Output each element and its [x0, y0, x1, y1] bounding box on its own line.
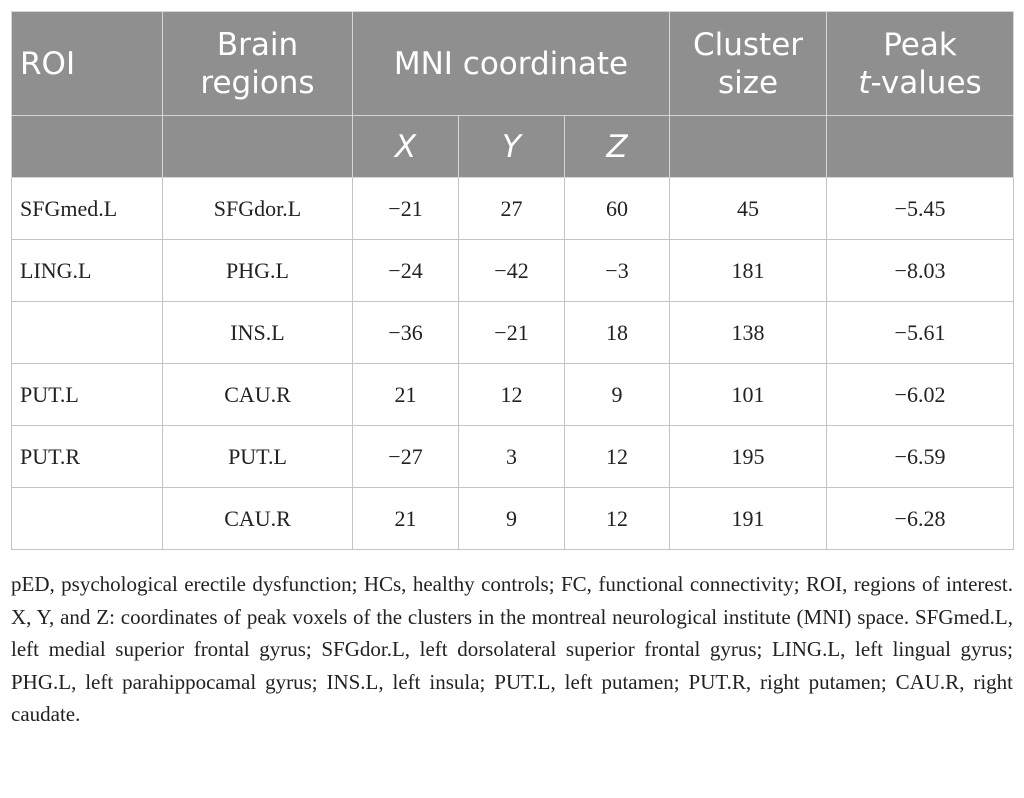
- header-cluster-size: Cluster size: [670, 12, 827, 116]
- cell-y: −21: [459, 302, 565, 364]
- header-mni-coordinate: MNI coordinate: [353, 12, 670, 116]
- table-footnote: pED, psychological erectile dysfunction; HCs, healthy controls; FC, functional connectivity; ROI, regions of interest. X, Y, and Z: coordinates of peak voxels of the clusters in the montreal neurological institute (MNI) space. SFGmed.L, left medial superior frontal gyrus; SFGdor.L, left dorsolateral superior frontal gyrus; LING.L, left lingual gyrus; PHG.L, left parahippocamal gyrus; INS.L, left insula; PUT.L, left putamen; PUT.R, right putamen; CAU.R, right caudate.: [11, 572, 1013, 726]
- cell-region: PUT.L: [163, 426, 353, 488]
- table-row: [12, 178, 1014, 240]
- cell-roi: PUT.L: [12, 364, 163, 426]
- cell-y: 3: [459, 426, 565, 488]
- header-y: Y: [459, 116, 565, 178]
- cell-peak-t: −6.59: [827, 426, 1014, 488]
- header-empty-roi: [12, 116, 163, 178]
- header-row-1: [12, 12, 1014, 116]
- cell-region: INS.L: [163, 302, 353, 364]
- table-row: [12, 364, 1014, 426]
- header-empty-size: [670, 116, 827, 178]
- cell-y: 12: [459, 364, 565, 426]
- cell-z: 18: [565, 302, 670, 364]
- cell-roi: PUT.R: [12, 426, 163, 488]
- header-roi: ROI: [12, 12, 163, 116]
- results-table: [11, 11, 1014, 550]
- cell-cluster-size: 138: [670, 302, 827, 364]
- cell-z: 60: [565, 178, 670, 240]
- cell-x: −27: [353, 426, 459, 488]
- cell-z: 9: [565, 364, 670, 426]
- cell-z: −3: [565, 240, 670, 302]
- cell-roi: SFGmed.L: [12, 178, 163, 240]
- cell-x: 21: [353, 364, 459, 426]
- table-row: [12, 488, 1014, 550]
- table-row: [12, 302, 1014, 364]
- header-peak-rest: -values: [870, 64, 982, 101]
- cell-region: SFGdor.L: [163, 178, 353, 240]
- cell-roi: [12, 488, 163, 550]
- cell-peak-t: −6.02: [827, 364, 1014, 426]
- table-body: [12, 178, 1014, 550]
- cell-peak-t: −5.61: [827, 302, 1014, 364]
- header-brain-regions: Brain regions: [163, 12, 353, 116]
- results-table-container: [11, 11, 1013, 550]
- header-peak-prefix: Peak: [883, 26, 957, 63]
- cell-z: 12: [565, 488, 670, 550]
- cell-x: 21: [353, 488, 459, 550]
- header-peak-t: t: [858, 64, 871, 101]
- header-x: X: [353, 116, 459, 178]
- cell-x: −21: [353, 178, 459, 240]
- cell-x: −24: [353, 240, 459, 302]
- cell-region: CAU.R: [163, 364, 353, 426]
- header-row-2: [12, 116, 1014, 178]
- cell-region: CAU.R: [163, 488, 353, 550]
- cell-cluster-size: 45: [670, 178, 827, 240]
- header-peak-t-values: [827, 12, 1014, 116]
- cell-cluster-size: 191: [670, 488, 827, 550]
- table-row: [12, 426, 1014, 488]
- cell-cluster-size: 195: [670, 426, 827, 488]
- header-empty-peak: [827, 116, 1014, 178]
- cell-peak-t: −6.28: [827, 488, 1014, 550]
- cell-cluster-size: 181: [670, 240, 827, 302]
- header-z: Z: [565, 116, 670, 178]
- cell-y: 9: [459, 488, 565, 550]
- cell-y: 27: [459, 178, 565, 240]
- cell-roi: LING.L: [12, 240, 163, 302]
- cell-z: 12: [565, 426, 670, 488]
- cell-region: PHG.L: [163, 240, 353, 302]
- cell-cluster-size: 101: [670, 364, 827, 426]
- cell-peak-t: −8.03: [827, 240, 1014, 302]
- table-row: [12, 240, 1014, 302]
- cell-peak-t: −5.45: [827, 178, 1014, 240]
- header-empty-region: [163, 116, 353, 178]
- cell-roi: [12, 302, 163, 364]
- cell-y: −42: [459, 240, 565, 302]
- cell-x: −36: [353, 302, 459, 364]
